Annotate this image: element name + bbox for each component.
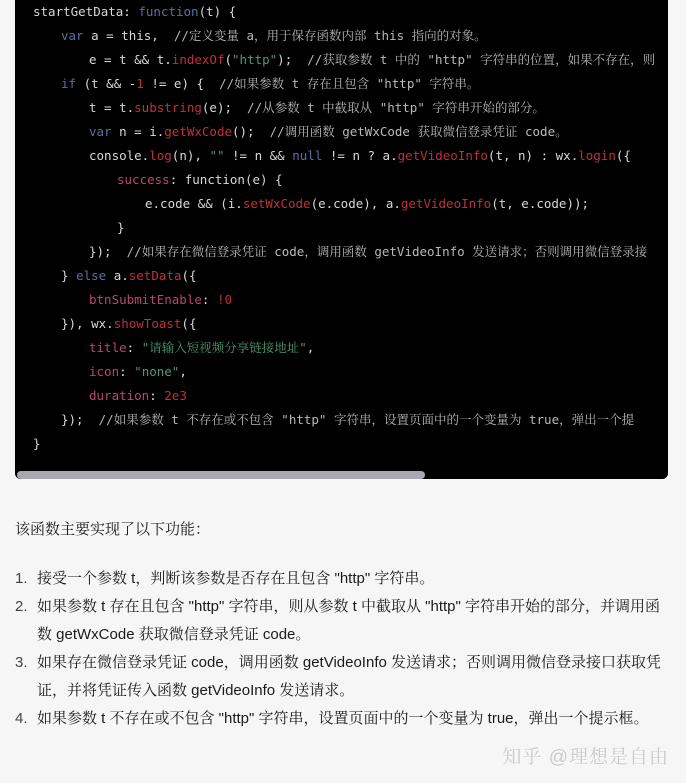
code-token-str: "http"	[232, 52, 278, 67]
code-token-kw: if	[61, 76, 77, 91]
code-token-fn: getVideoInfo	[400, 196, 492, 211]
horizontal-scrollbar[interactable]	[15, 470, 668, 479]
code-token: startGetData:	[33, 4, 139, 19]
code-token-num: !0	[216, 292, 233, 307]
code-token-fn: indexOf	[171, 52, 225, 67]
code-token-fn: substring	[134, 100, 202, 115]
code-token: (t, n) : wx.	[487, 148, 579, 163]
list-number: 1.	[15, 570, 28, 587]
code-token: }), wx.	[61, 316, 114, 331]
code-line	[33, 120, 655, 144]
list-item-text: 如果参数 t 存在且包含 "http" 字符串，则从参数 t 中截取从 "http" 字符串开始的部分，并调用函数 getWxCode 获取微信登录凭证 code。	[37, 598, 661, 643]
code-lines	[33, 0, 655, 456]
code-token-prop: icon	[89, 364, 120, 379]
code-token: (	[224, 52, 233, 67]
code-token-fn: setData	[128, 268, 182, 283]
code-token: (t && -	[76, 76, 137, 91]
code-token-cm: //获取参数 t 中的 "http" 字符串的位置，如果不存在，则	[307, 52, 656, 67]
code-token: });	[61, 412, 99, 427]
list-item-text: 接受一个参数 t，判断该参数是否存在且包含 "http" 字符串。	[37, 570, 435, 587]
code-line	[33, 360, 655, 384]
code-token-kw: var	[61, 28, 84, 43]
list-item-text: 如果存在微信登录凭证 code，调用函数 getVideoInfo 发送请求；否则调用微信登录接口获取凭证，并将凭证传入函数 getVideoInfo 发送请求。	[37, 654, 661, 699]
code-token-cm: //调用函数 getWxCode 获取微信登录凭证 code。	[269, 124, 568, 139]
code-token: ,	[179, 364, 187, 379]
watermark: 知乎 @理想是自由	[502, 747, 669, 768]
code-token-kw: var	[89, 124, 112, 139]
code-token-str: "请输入短视频分享链接地址"	[141, 340, 307, 355]
code-line	[33, 0, 655, 24]
code-token: n = i.	[111, 124, 165, 139]
code-token-fn: log	[149, 148, 172, 163]
code-token: );	[277, 52, 308, 67]
code-token-fn: login	[578, 148, 616, 163]
code-token: :	[119, 364, 135, 379]
code-token: ({	[615, 148, 631, 163]
code-token: ,	[306, 340, 315, 355]
code-token: (t, e.code));	[491, 196, 590, 211]
code-token-cm: //如果参数 t 不存在或不包含 "http" 字符串，设置页面中的一个变量为 true，弹出一个提	[98, 412, 635, 427]
code-line	[33, 264, 655, 288]
code-token-cm: //定义变量 a，用于保存函数内部 this 指向的对象。	[173, 28, 487, 43]
code-token: (t) {	[198, 4, 237, 19]
code-token-cm: //如果参数 t 存在且包含 "http" 字符串。	[219, 76, 480, 91]
code-token-kw: null	[292, 148, 323, 163]
list-item	[15, 705, 670, 733]
list-item	[15, 649, 670, 705]
code-token-prop: duration	[89, 388, 150, 403]
code-token: :	[201, 292, 217, 307]
code-token: }	[33, 436, 41, 451]
code-token-prop: success	[117, 172, 170, 187]
code-token-fn: getWxCode	[164, 124, 232, 139]
code-token-str: "none"	[134, 364, 180, 379]
code-token-str: ""	[209, 148, 225, 163]
code-token: ({	[181, 268, 197, 283]
code-token-cm: //如果存在微信登录凭证 code，调用函数 getVideoInfo 发送请求；否则调用微信登录接	[126, 244, 648, 259]
code-line	[33, 336, 655, 360]
code-token: : function(e) {	[169, 172, 283, 187]
list-number: 2.	[15, 598, 28, 615]
code-line	[33, 168, 655, 192]
code-line	[33, 240, 655, 264]
list-item	[15, 593, 670, 649]
code-line	[33, 144, 655, 168]
code-token-kw: function	[138, 4, 199, 19]
code-line	[33, 24, 655, 48]
code-line	[33, 288, 655, 312]
code-token-num: 2e3	[164, 388, 187, 403]
list-number: 4.	[15, 710, 28, 727]
code-token: a = this,	[83, 28, 174, 43]
list-item-text: 如果参数 t 不存在或不包含 "http" 字符串，设置页面中的一个变量为 true，弹出一个提示框。	[37, 710, 649, 727]
scrollbar-thumb[interactable]	[17, 471, 425, 479]
code-line	[33, 216, 655, 240]
code-token: a.	[106, 268, 129, 283]
code-token: });	[89, 244, 127, 259]
code-block	[15, 0, 668, 479]
function-list	[15, 565, 670, 733]
code-token: (e.code), a.	[310, 196, 401, 211]
code-token: ();	[232, 124, 270, 139]
list-number: 3.	[15, 654, 28, 671]
code-token: (n),	[171, 148, 210, 163]
list-item	[15, 565, 670, 593]
code-token: != n ? a.	[322, 148, 398, 163]
summary-text: 该函数主要实现了以下功能：	[15, 521, 211, 538]
code-token: console.	[89, 148, 150, 163]
code-token: :	[149, 388, 165, 403]
code-line	[33, 384, 655, 408]
code-line	[33, 312, 655, 336]
code-line	[33, 72, 655, 96]
code-token-kw: else	[76, 268, 107, 283]
code-token: ({	[181, 316, 197, 331]
code-token-prop: btnSubmitEnable	[89, 292, 202, 307]
code-token-num: 1	[136, 76, 144, 91]
code-token: != n &&	[224, 148, 293, 163]
code-token-fn: showToast	[113, 316, 182, 331]
code-token: }	[117, 220, 125, 235]
code-token: }	[61, 268, 77, 283]
code-token: e.code && (i.	[145, 196, 243, 211]
code-token-prop: title	[89, 340, 127, 355]
code-token: (e);	[201, 100, 248, 115]
code-line	[33, 432, 655, 456]
code-token-cm: //从参数 t 中截取从 "http" 字符串开始的部分。	[247, 100, 545, 115]
code-line	[33, 408, 655, 432]
code-token-fn: getVideoInfo	[397, 148, 488, 163]
code-token: e = t && t.	[89, 52, 172, 67]
code-token: :	[126, 340, 142, 355]
code-line	[33, 96, 655, 120]
code-line	[33, 48, 655, 72]
code-line	[33, 192, 655, 216]
code-token: t = t.	[89, 100, 135, 115]
code-token-fn: setWxCode	[242, 196, 311, 211]
code-token: != e) {	[143, 76, 220, 91]
